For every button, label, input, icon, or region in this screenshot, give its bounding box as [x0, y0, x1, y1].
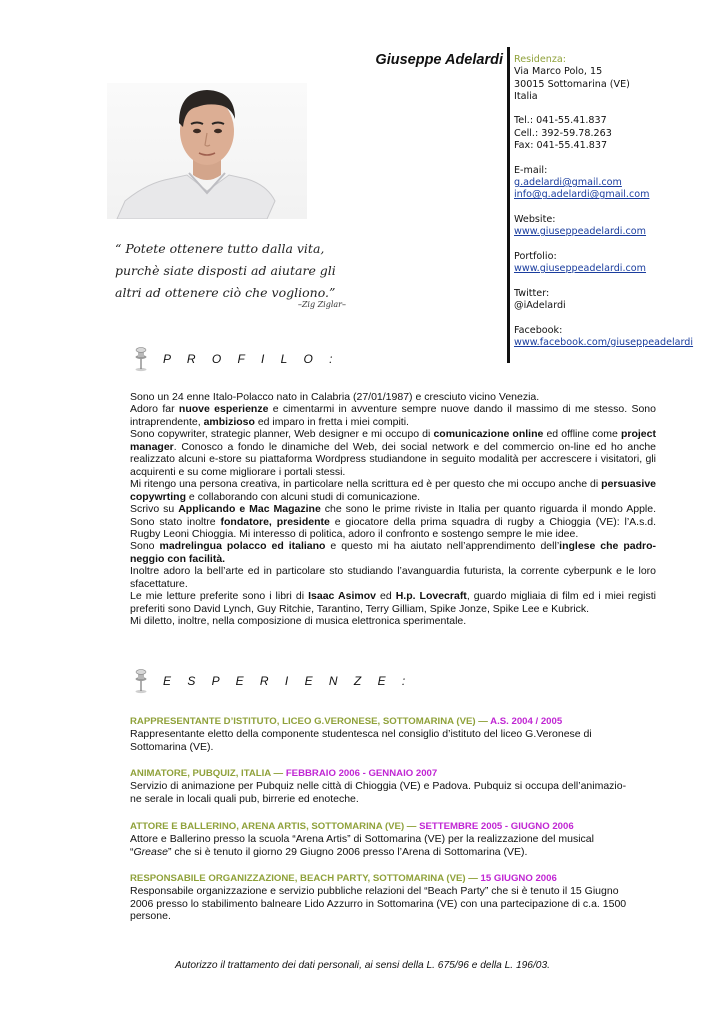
email-label: E-mail: — [514, 164, 548, 176]
website-label: Website: — [514, 213, 556, 225]
address-line: Italia — [514, 90, 538, 102]
quote-author: –Zig Ziglar– — [297, 300, 346, 309]
twitter-handle: @iAdelardi — [514, 299, 566, 311]
profile-text — [130, 391, 656, 628]
profile-paragraph: Le mie letture preferite sono i libri di Isaac Asimov ed H.p. Lovecraft, guardo migliaia di film ed i miei registi preferiti sono David Lynch, Guy Ritchie, Tarantino, Terry Gilliam, Spike Jonze, Spike Lee e Kubrick. — [130, 590, 656, 615]
experience-line: Attore e Ballerino presso la scuola “Arena Artis” di Sottomarina (VE) per la realizzazione del musical — [130, 833, 594, 846]
quote-line: “ Potete ottenere tutto dalla vita, — [115, 241, 325, 256]
person-name: Giuseppe Adelardi — [375, 52, 503, 68]
experience-heading: RAPPRESENTANTE D’ISTITUTO, LICEO G.VERONESE, SOTTOMARINA (VE) — A.S. 2004 / 2005 — [130, 716, 563, 727]
portrait-icon — [107, 83, 307, 219]
phone-line: Cell.: 392-59.78.263 — [514, 127, 612, 139]
experience-date: FEBBRAIO 2006 - GENNAIO 2007 — [285, 768, 438, 779]
profile-paragraph: Mi diletto, inoltre, nella composizione di musica elettronica sperimentale. — [130, 615, 467, 628]
experience-item — [130, 873, 660, 923]
experience-line: 2006 presso lo stabilimento balneare Lido Azzurro in Sottomarina (VE) con una partecipazione di c.a. 1500 — [130, 897, 627, 910]
experience-heading: ATTORE E BALLERINO, ARENA ARTIS, SOTTOMARINA (VE) — SETTEMBRE 2005 - GIUGNO 2006 — [130, 821, 574, 832]
experience-item — [130, 716, 660, 753]
profile-header — [133, 346, 339, 372]
experience-line: ne serale in locali quali pub, birrerie ed enoteche. — [130, 792, 359, 805]
experience-heading: ANIMATORE, PUBQUIZ, ITALIA — FEBBRAIO 2006 - GENNAIO 2007 — [130, 768, 438, 779]
portfolio-link[interactable]: www.giuseppeadelardi.com — [514, 263, 647, 275]
profile-paragraph: Mi ritengo una persona creativa, in particolare nella scrittura ed è per questo che mi occupo anche di persuasive copywrting e collaborando con alcuni studi di comunicazione. — [130, 478, 656, 503]
email-link[interactable]: g.adelardi@gmail.com — [514, 176, 622, 188]
profile-title: P R O F I L O : — [163, 352, 339, 366]
phone-line: Tel.: 041-55.41.837 — [514, 115, 607, 127]
experiences-header — [133, 668, 412, 694]
vertical-divider — [507, 47, 510, 363]
privacy-footer: Autorizzo il trattamento dei dati personali, ai sensi della L. 675/96 e della L. 196/03. — [175, 960, 550, 971]
experience-date: SETTEMBRE 2005 - GIUGNO 2006 — [419, 821, 574, 832]
experience-line: Sottomarina (VE). — [130, 740, 214, 753]
profile-paragraph: Scrivo su Applicando e Mac Magazine che sono le prime riviste in Italia per quanto riguarda il mondo Apple. Sono stato inoltre fondatore, presidente e giocatore della prima squadra di rugby a Chioggia (VE): l’A.s.d. Rugby Leoni Chioggia. Mi interesso di politica, adoro il confronto e sostengo sempre le mie idee. — [130, 503, 656, 540]
residence-label: Residenza: — [514, 54, 567, 65]
experience-date: A.S. 2004 / 2005 — [490, 716, 563, 727]
pushpin-icon — [133, 668, 149, 694]
experience-line: “Grease” che si è tenuto il giorno 29 Giugno 2006 presso l’Arena di Sottomarina (VE). — [130, 845, 528, 858]
facebook-label: Facebook: — [514, 324, 563, 336]
experience-date: 15 GIUGNO 2006 — [480, 873, 557, 884]
experiences-title: E S P E R I E N Z E : — [163, 674, 412, 688]
profile-paragraph: Sono un 24 enne Italo-Polacco nato in Calabria (27/01/1987) e cresciuto vicino Venezia. — [130, 391, 540, 403]
twitter-label: Twitter: — [514, 287, 550, 299]
experience-line: Servizio di animazione per Pubquiz nelle città di Chioggia (VE) e Padova. Pubquiz si occupa dell’animazio- — [130, 780, 627, 793]
facebook-link[interactable]: www.facebook.com/giuseppeadelardi — [514, 336, 694, 348]
experience-item — [130, 768, 660, 805]
profile-paragraph: Adoro far nuove esperienze e cimentarmi in avventure sempre nuove dando il massimo di me stesso. Sono intraprendente, ambizioso ed imparo in fretta i miei compiti. — [130, 403, 656, 428]
email-link[interactable]: info@g.adelardi@gmail.com — [514, 189, 650, 201]
experience-line: Rappresentante eletto della componente studentesca nel consiglio d’istituto del liceo G.Veronese di — [130, 728, 592, 741]
profile-photo — [107, 83, 307, 219]
quote-line: purchè siate disposti ad aiutare gli — [115, 263, 336, 278]
experience-line: Responsabile organizzazione e servizio pubbliche relazioni del “Beach Party” che si è tenuto il 15 Giugno — [130, 885, 619, 898]
contact-panel — [514, 54, 719, 349]
address-line: Via Marco Polo, 15 — [514, 66, 603, 78]
pushpin-icon — [133, 346, 149, 372]
phone-line: Fax: 041-55.41.837 — [514, 140, 608, 152]
address-line: 30015 Sottomarina (VE) — [514, 78, 630, 90]
quote-line: altri ad ottenere ciò che vogliono.” — [115, 285, 336, 300]
portfolio-label: Portfolio: — [514, 250, 557, 262]
quote-block — [115, 238, 360, 310]
profile-paragraph: Sono copywriter, strategic planner, Web designer e mi occupo di comunicazione online ed offline come project manager. Conosco a fondo le dinamiche del Web, dei social network e del commercio on-line ed ho anche realizzato alcuni e-store su piattaforma Wordpress studiandone in seguito modalità per accrescere i visitatori, gli acquirenti e su come migliorare i portali stessi. — [130, 428, 656, 478]
website-link[interactable]: www.giuseppeadelardi.com — [514, 226, 647, 238]
experience-heading: RESPONSABILE ORGANIZZAZIONE, BEACH PARTY, SOTTOMARINA (VE) — 15 GIUGNO 2006 — [130, 873, 557, 884]
experience-line: persone. — [130, 910, 171, 923]
profile-paragraph: Sono madrelingua polacco ed italiano e questo mi ha aiutato nell’apprendimento dell’inglese che padro-neggio con facilità. — [130, 540, 656, 565]
experience-item — [130, 821, 660, 858]
profile-paragraph: Inoltre adoro la bell’arte ed in particolare sto studiando l’avanguardia futurista, la corrente cyberpunk e le loro sfacettature. — [130, 565, 656, 590]
